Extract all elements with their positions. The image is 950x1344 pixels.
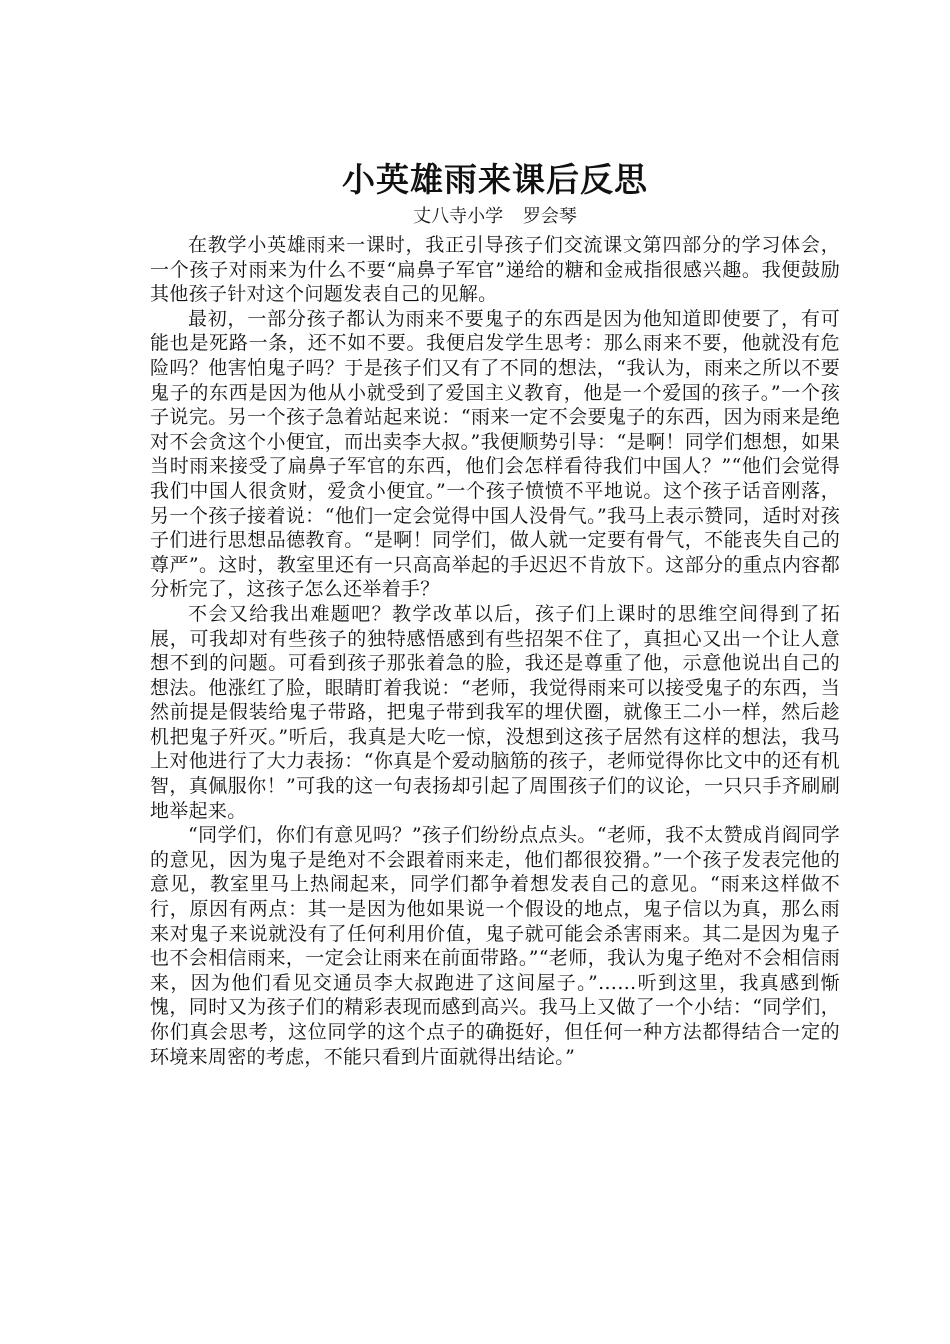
paragraph-1: 在教学小英雄雨来一课时，我正引导孩子们交流课文第四部分的学习体会，一个孩子对雨来为什么不要“扁鼻子军官”递给的糖和金戒指很感兴趣。我便鼓励其他孩子针对这个问题发表自己的见解。 [150, 234, 840, 306]
paragraph-2: 最初，一部分孩子都认为雨来不要鬼子的东西是因为他知道即使要了，有可能也是死路一条，还不如不要。我便启发学生思考：那么雨来不要，他就没有危险吗？他害怕鬼子吗？于是孩子们又有了不同的想法，“我认为，雨来之所以不要鬼子的东西是因为他从小就受到了爱国主义教育，他是一个爱国的孩子。”一个孩子说完。另一个孩子急着站起来说：“雨来一定不会要鬼子的东西，因为雨来是绝对不会贪这个小便宜，而出卖李大叔。”我便顺势引导：“是啊！同学们想想，如果当时雨来接受了扁鼻子军官的东西，他们会怎样看待我们中国人？”“他们会觉得我们中国人很贪财，爱贪小便宜。”一个孩子愤愤不平地说。这个孩子话音刚落，另一个孩子接着说：“他们一定会觉得中国人没骨气。”我马上表示赞同，适时对孩子们进行思想品德教育。“是啊！同学们，做人就一定要有骨气，不能丧失自己的尊严”。这时，教室里还有一只高高举起的手迟迟不肯放下。这部分的重点内容都分析完了，这孩子怎么还举着手？ [150, 307, 840, 601]
document-page [150, 155, 840, 1069]
document-title: 小英雄雨来课后反思 [342, 160, 648, 199]
paragraph-3: 不会又给我出难题吧？教学改革以后，孩子们上课时的思维空间得到了拓展，可我却对有些孩子的独特感悟感到有些招架不住了，真担心又出一个让人意想不到的问题。可看到孩子那张着急的脸，我还是尊重了他，示意他说出自己的想法。他涨红了脸，眼睛盯着我说：“老师，我觉得雨来可以接受鬼子的东西，当然前提是假装给鬼子带路，把鬼子带到我军的埋伏圈，就像王二小一样，然后趁机把鬼子歼灭。”听后，我真是大吃一惊，没想到这孩子居然有这样的想法，我马上对他进行了大力表扬：“你真是个爱动脑筋的孩子，老师觉得你比文中的还有机智，真佩服你！”可我的这一句表扬却引起了周围孩子们的议论，一只只手齐刷刷地举起来。 [150, 602, 840, 822]
paragraph-4: “同学们，你们有意见吗？”孩子们纷纷点点头。“老师，我不太赞成肖阎同学的意见，因为鬼子是绝对不会跟着雨来走，他们都很狡猾。”一个孩子发表完他的意见，教室里马上热闹起来，同学们都争着想发表自己的意见。“雨来这样做不行，原因有两点：其一是因为他如果说一个假设的地点，鬼子信以为真，那么雨来对鬼子来说就没有了任何利用价值，鬼子就可能会杀害雨来。其二是因为鬼子也不会相信雨来，一定会让雨来在前面带路。”“老师，我认为鬼子绝对不会相信雨来，因为他们看见交通员李大叔跑进了这间屋子。”……听到这里，我真感到惭愧，同时又为孩子们的精彩表现而感到高兴。我马上又做了一个小结：“同学们，你们真会思考，这位同学的这个点子的确挺好，但任何一种方法都得结合一定的环境来周密的考虑，不能只看到片面就得出结论。” [150, 824, 840, 1068]
author-byline: 丈八寺小学 罗会琴 [413, 206, 577, 227]
